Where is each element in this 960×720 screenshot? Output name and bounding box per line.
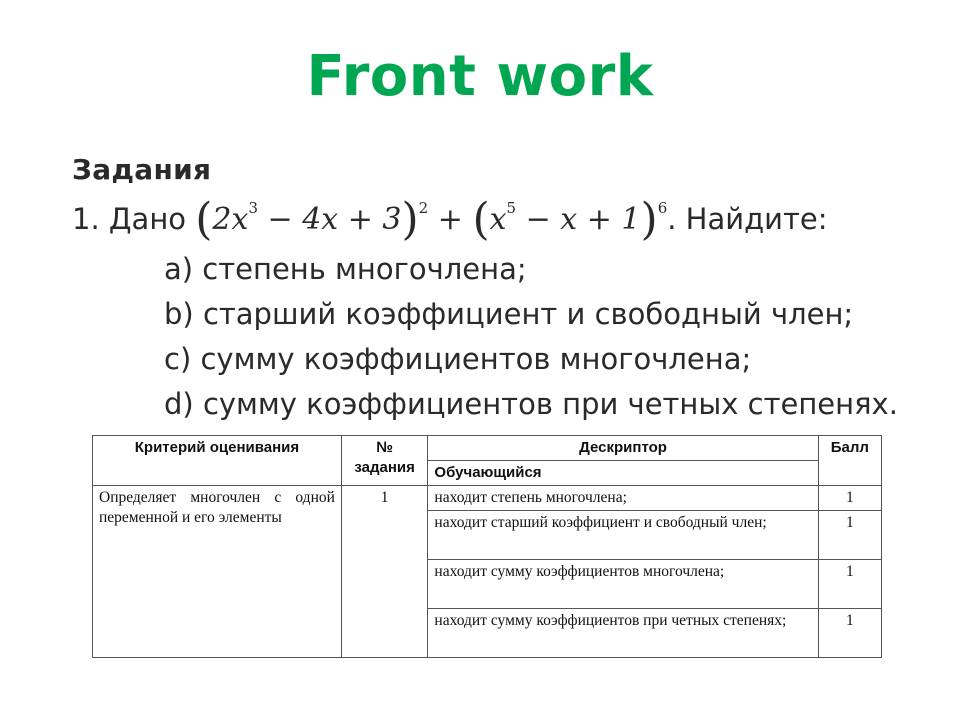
- task-subitem-a: а) степень многочлена;: [164, 252, 527, 286]
- descriptor-cell: находит старший коэффициент и свободный член;: [428, 511, 818, 560]
- descriptor-cell: находит сумму коэффициентов многочлена;: [428, 560, 818, 609]
- table-header-row: [93, 436, 882, 461]
- header-score: Балл: [818, 436, 881, 486]
- header-task-number: № задания: [341, 436, 427, 486]
- formula-term-4: − x + 1: [516, 202, 641, 237]
- task-block: [72, 150, 932, 427]
- header-criterion: Критерий оценивания: [93, 436, 342, 486]
- task-subitem-d: d) сумму коэффициентов при четных степенях.: [164, 387, 898, 421]
- table-row: [93, 486, 882, 511]
- formula-term-1: 2x: [212, 202, 249, 237]
- formula-power-1: 2: [418, 199, 429, 217]
- polynomial-formula: $(2x^3 - 4x + 3)^2 + (x^5 - x + 1)^6$: [195, 194, 668, 245]
- formula-exp-3: 5: [506, 199, 517, 217]
- score-cell: 1: [818, 486, 881, 511]
- score-cell: 1: [818, 609, 881, 658]
- score-cell: 1: [818, 511, 881, 560]
- task-suffix: . Найдите:: [667, 202, 828, 236]
- formula-exp-1: 3: [248, 199, 258, 217]
- task-prefix: 1. Дано: [72, 202, 187, 236]
- task-subitem-c: с) сумму коэффициентов многочлена;: [164, 342, 752, 376]
- task-heading: Задания: [72, 153, 212, 186]
- slide-title: Front work: [306, 44, 654, 109]
- descriptor-cell: находит сумму коэффициентов при четных степенях;: [428, 609, 818, 658]
- formula-plus: +: [428, 202, 473, 237]
- header-descriptor: Дескриптор: [428, 436, 818, 461]
- task-subitem-b: b) старший коэффициент и свободный член;: [164, 297, 854, 331]
- criterion-cell: Определяет многочлен с одной переменной и его элементы: [93, 486, 342, 658]
- formula-term-3: x: [489, 202, 507, 237]
- task-number-cell: 1: [341, 486, 427, 658]
- task-statement: [72, 192, 932, 247]
- formula-term-2: − 4x + 3: [257, 202, 402, 237]
- score-cell: 1: [818, 560, 881, 609]
- header-learner: Обучающийся: [428, 461, 818, 486]
- assessment-table: [92, 435, 882, 658]
- descriptor-cell: находит степень многочлена;: [428, 486, 818, 511]
- formula-power-2: 6: [657, 199, 668, 217]
- task-subitems: [72, 247, 932, 427]
